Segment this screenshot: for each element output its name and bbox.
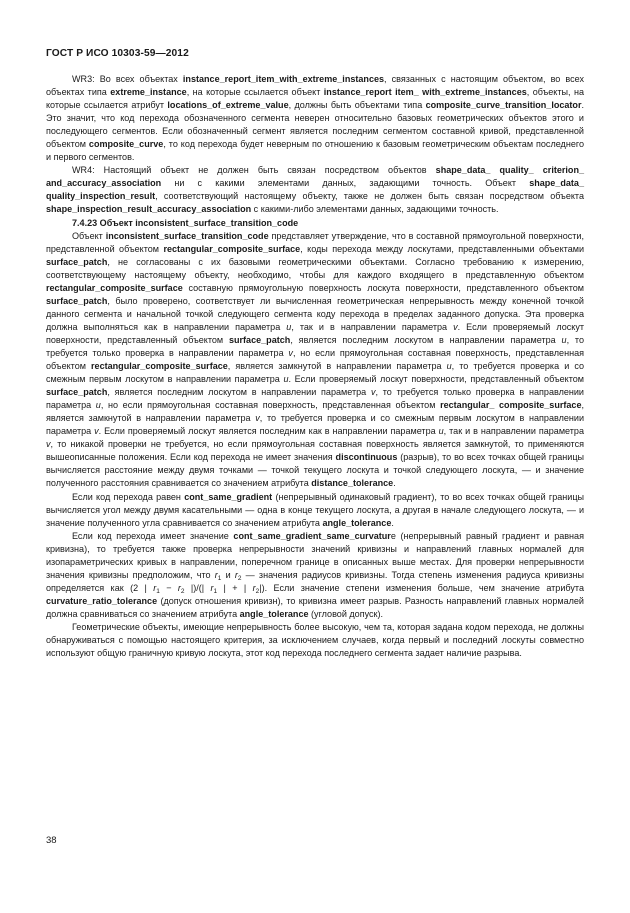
paragraph-higher-continuity: Геометрические объекты, имеющие непрерывность более высокую, чем та, которая задана кодом перехода, не должны обнаруживаться с помощью настоящего критерия, за исключением случаев, когда первый и последний лоскуты совместно используют общую граничную кривую лоскута, этот код перехода последнего сегмента задает наличие разрыва. bbox=[46, 621, 584, 659]
paragraph-same-curvature: Если код перехода имеет значение cont_same_gradient_same_curvature (непрерывный равный градиент и равная кривизна), то требуется также проверка непрерывности значений кривизны и направлений главных нормалей для изопараметрических кривых в направлении, поперечном границе в описанных выше местах. Для проверки непрерывности значения кривизны предположим, что $r_1$ и $r_2$ — значения радиусов кривизны. Тогда степень изменения радиуса кривизны определяется как (2 | $r_1 - r_2$ |)/(| $r_1$ | + | $r_2|$). Если значение степени изменения больше, чем значение атрибута curvature_ratio_tolerance (допуск отношения кривизн), то кривизна имеет разрыв. Разность направлений главных нормалей должна сравниваться со значением атрибута angle_tolerance (угловой допуск). bbox=[46, 530, 584, 619]
body-text bbox=[46, 73, 584, 660]
page-number: 38 bbox=[46, 835, 57, 846]
paragraph-description: Объект inconsistent_surface_transition_code представляет утверждение, что в составной прямоугольной поверхности, представленной объектом rectangular_composite_surface, коды перехода между лоскутами, представленными объектами surface_patch, не согласованы с их базовыми геометрическими объектами. Согласно требованию к измерению, соответствующему настоящему объекту, необходимо, чтобы для каждого входящего в представленную объектом rectangular_composite_surface составную прямоугольную поверхность лоскута поверхности, представленного объектом surface_patch, было проверено, соответствует ли вычисленная геометрическая непрерывность между конечной точкой данного сегмента и начальной точкой следующего сегмента коду перехода в пределах заданного допуска. Эта проверка должна выполняться как в направлении параметра u, так и в направлении параметра v. Если проверяемый лоскут поверхности, представленный объектом surface_patch, является последним лоскутом в направлении параметра u, то требуется только проверка в направлении параметра v, но если прямоугольная составная поверхность, представленная объектом rectangular_composite_surface, является замкнутой в направлении параметра u, то требуется проверка и со смежным первым лоскутом в направлении параметра u. Если проверяемый лоскут поверхности, представленный объектом surface_patch, является последним лоскутом в направлении параметра v, то требуется только проверка в направлении параметра u, но если прямоугольная составная поверхность, представленная объектом rectangular_ composite_surface, является замкнутой в направлении параметра v, то требуется проверка и со смежным первым лоскутом в направлении параметра v. Если проверяемый лоскут является последним как в направлении параметра u, так и в направлении параметра v, то никакой проверки не требуется, но если прямоугольная составная поверхность является замкнутой, то применяются вышеописанные положения. Если код перехода не имеет значения discontinuous (разрыв), то во всех точках общей границы вычисляется расстояние между двумя точками — точкой текущего лоскута и точкой следующего лоскута, — и значение полученного расстояния сравнивается со значением атрибута distance_tolerance. bbox=[46, 230, 585, 489]
paragraph-same-gradient: Если код перехода равен cont_same_gradient (непрерывный одинаковый градиент), то во всех точках общей границы вычисляется угол между двумя касательными — одна в конце текущего лоскута, а другая в начале следующего лоскута, — и значение полученного угла сравнивается со значением атрибута angle_tolerance. bbox=[46, 491, 585, 528]
paragraph-wr3: WR3: Во всех объектах instance_report_item_with_extreme_instances, связанных с настоящим объектом, во всех объектах типа extreme_instance, на которые ссылается объект instance_report item_ with_extreme_instances, объекты, на которые ссылается атрибут locations_of_extreme_value, должны быть объектами типа composite_curve_transition_locator. Это значит, что код перехода обозначенного сегмента неверен относительно базовых геометрических объектов этого и последующего сегментов. Если обозначенный сегмент является последним сегментом составной кривой, представленной объектом composite_curve, то код перехода будет неверным по отношению к базовым геометрическим объектам последнего и первого сегментов. bbox=[46, 74, 585, 163]
paragraph-wr4: WR4: Настоящий объект не должен быть связан посредством объектов shape_data_ quality_ criterion_ and_accuracy_association ни с какими элементами данных, задающими точность. Объект shape_data_ quality_inspection_result, соответствующий настоящему объекту, также не должен быть связан посредством объекта shape_inspection_result_accuracy_association с какими-либо элементами данных, задающими точность. bbox=[46, 165, 584, 215]
running-header: ГОСТ Р ИСО 10303-59—2012 bbox=[46, 48, 189, 59]
section-heading: 7.4.23 Объект inconsistent_surface_transition_code bbox=[72, 217, 299, 228]
